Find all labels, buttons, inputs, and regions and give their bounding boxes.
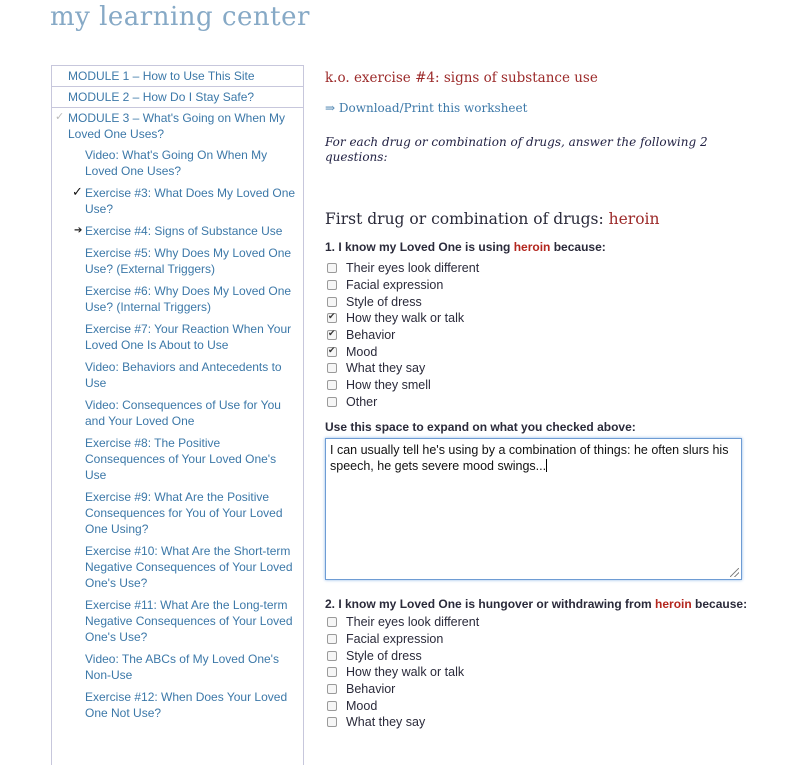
sidebar-module-3-items [52,144,303,724]
checkbox[interactable] [327,651,337,661]
instructions: For each drug or combination of drugs, answer the following 2 questions: [325,135,708,164]
sidebar-item[interactable] [52,394,303,432]
checkbox-option [325,394,479,411]
sidebar-module-3-label: MODULE 3 – What's Going on When My Loved One Uses? [68,111,286,141]
checkbox[interactable] [327,313,337,323]
checkbox[interactable] [327,617,337,627]
sidebar-item[interactable] [52,540,303,594]
checkbox[interactable] [327,684,337,694]
checkbox-label: How they smell [346,378,431,393]
sidebar-nav [51,65,304,765]
checkbox-label: Mood [346,698,378,713]
question-2-prefix: 2. I know my Loved One is hungover or withdrawing from [325,597,656,611]
checkbox[interactable] [327,701,337,711]
download-worksheet-link[interactable]: ⇒ Download/Print this worksheet [325,101,528,115]
checkbox-option [325,360,479,377]
sidebar-item[interactable] [52,318,303,356]
question-1-options [325,260,479,410]
sidebar-item-label: Exercise #5: Why Does My Loved One Use? (External Triggers) [85,246,292,276]
checkbox-option [325,664,479,681]
checkbox-option [325,327,479,344]
sidebar-item[interactable] [52,432,303,486]
checkbox-option [325,310,479,327]
sidebar-item-label: Video: The ABCs of My Loved One's Non-Use [85,652,279,682]
checkbox-option [325,277,479,294]
exercise-title: k.o. exercise #4: signs of substance use [325,70,598,86]
site-title: my learning center [50,2,310,32]
checkbox[interactable] [327,634,337,644]
checkbox[interactable] [327,667,337,677]
question-2-drug: heroin [655,597,692,611]
question-1-prefix: 1. I know my Loved One is using [325,240,514,254]
checkbox-label: Style of dress [346,648,422,663]
checkbox[interactable] [327,347,337,357]
checkbox-label: Other [346,394,378,409]
sidebar-item-label: Exercise #12: When Does Your Loved One Not Use? [85,690,288,720]
expand-label: Use this space to expand on what you checked above: [325,420,636,434]
checkbox-option [325,631,479,648]
sidebar-item-label: Exercise #8: The Positive Consequences of Your Loved One's Use [85,436,277,482]
checkbox[interactable] [327,380,337,390]
question-1 [325,240,606,254]
checkbox[interactable] [327,330,337,340]
question-2-options [325,614,479,731]
sidebar-item-label: Video: Consequences of Use for You and Your Loved One [85,398,281,428]
sidebar-item[interactable] [52,356,303,394]
checkbox-label: How they walk or talk [346,665,465,680]
question-2 [325,597,747,611]
checkbox-label: Mood [346,344,378,359]
sidebar-item[interactable] [52,242,303,280]
question-2-suffix: because: [691,597,748,611]
checkbox[interactable] [327,263,337,273]
sidebar-item-label: Exercise #11: What Are the Long-term Negative Consequences of Your Loved One's Use? [85,598,293,644]
question-1-suffix: because: [550,240,606,254]
sidebar-item[interactable] [52,280,303,318]
sidebar-item[interactable] [52,220,303,242]
sidebar-item-label: Exercise #9: What Are the Positive Consequences for You of Your Loved One Using? [85,490,283,536]
checkbox[interactable] [327,297,337,307]
checkbox-label: Behavior [346,682,396,697]
checkbox[interactable] [327,363,337,373]
faded-check-icon: ✓ [55,111,65,123]
checkbox-label: Behavior [346,328,396,343]
sidebar-item-label: Exercise #10: What Are the Short-term Negative Consequences of Your Loved One's Use? [85,544,293,590]
checkbox-option [325,714,479,731]
checkbox[interactable] [327,397,337,407]
sidebar-item-label: Video: Behaviors and Antecedents to Use [85,360,282,390]
expand-text: I can usually tell he's using by a combination of things: he often slurs his speech, he gets severe mood swings... [330,443,729,473]
checkbox-option [325,293,479,310]
question-1-drug: heroin [513,240,551,254]
sidebar-item-label: Video: What's Going On When My Loved One Uses? [85,148,268,178]
checkbox-option [325,614,479,631]
sidebar-module-2[interactable]: MODULE 2 – How Do I Stay Safe? [52,87,303,108]
checkbox-label: Their eyes look different [346,615,480,630]
sidebar-item[interactable] [52,686,303,724]
checkbox-label: What they say [346,361,426,376]
checkmark-icon: ✓ [72,184,83,199]
text-caret [546,459,547,472]
arrow-right-icon: ➔ [74,225,83,236]
drug-name: heroin [608,210,660,228]
checkbox-option [325,647,479,664]
checkbox-label: Their eyes look different [346,261,480,276]
sidebar-module-1[interactable]: MODULE 1 – How to Use This Site [52,66,303,87]
sidebar-item[interactable] [52,144,303,182]
sidebar-item[interactable] [52,182,303,220]
checkbox-label: Facial expression [346,632,444,647]
checkbox-label: Style of dress [346,294,422,309]
checkbox-label: How they walk or talk [346,311,465,326]
checkbox-label: Facial expression [346,278,444,293]
resize-handle-icon[interactable] [730,568,739,577]
checkbox-option [325,260,479,277]
checkbox[interactable] [327,280,337,290]
checkbox-option [325,697,479,714]
sidebar-module-3[interactable] [52,108,303,144]
checkbox-option [325,377,479,394]
checkbox-option [325,681,479,698]
checkbox-option [325,343,479,360]
sidebar-item-label: Exercise #6: Why Does My Loved One Use? (Internal Triggers) [85,284,292,314]
expand-textarea[interactable] [325,438,742,580]
drug-heading-label: First drug or combination of drugs: [325,210,609,228]
sidebar-item[interactable] [52,648,303,686]
drug-heading [325,210,659,228]
checkbox-label: What they say [346,715,426,730]
sidebar-item-label: Exercise #4: Signs of Substance Use [85,224,283,238]
sidebar-item-label: Exercise #7: Your Reaction When Your Loved One Is About to Use [85,322,292,352]
sidebar-item-label: Exercise #3: What Does My Loved One Use? [85,186,296,216]
sidebar-item[interactable] [52,594,303,648]
sidebar-item[interactable] [52,486,303,540]
